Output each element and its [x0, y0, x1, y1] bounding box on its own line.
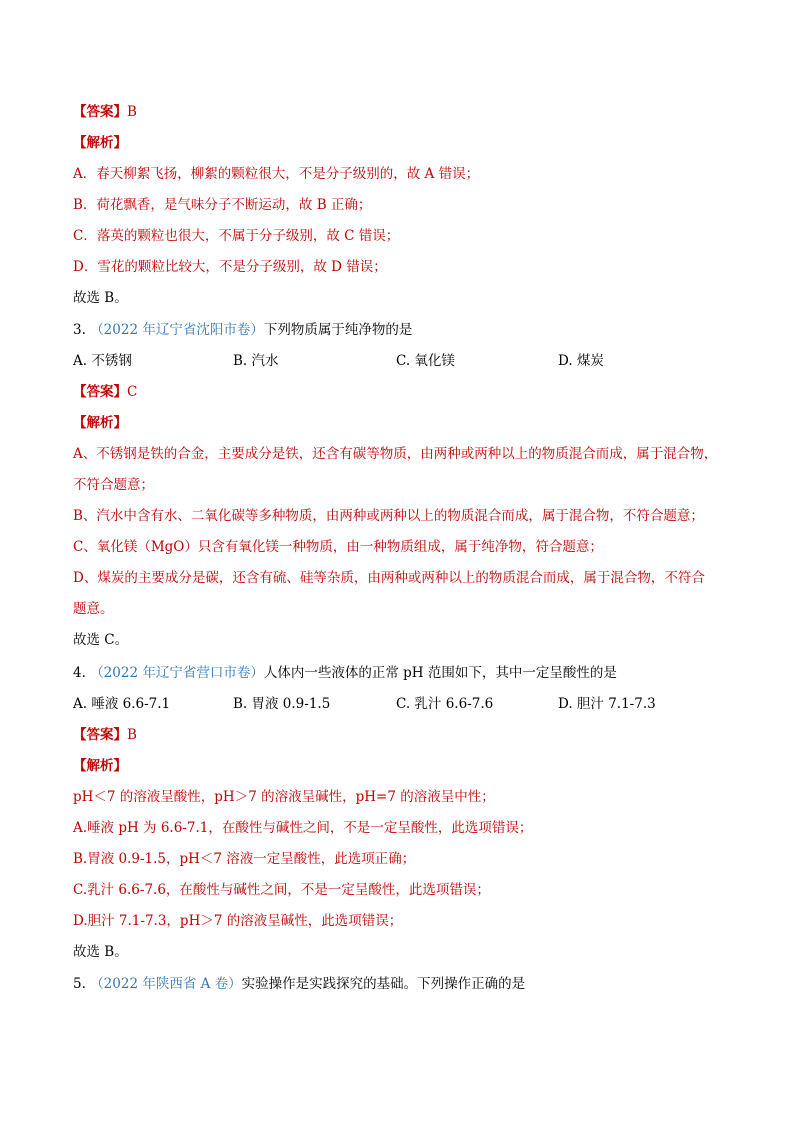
q2-conclusion: 故选 B。 — [73, 290, 128, 306]
q3-analysis-line: B、汽水中含有水、二氧化碳等多种物质，由两种或两种以上的物质混合而成，属于混合物，不符合题意； — [73, 508, 704, 524]
answer-label: 【答案】 — [73, 104, 127, 120]
q3-answer: 【答案】C — [73, 384, 138, 400]
q3-analysis-line: C、氧化镁（MgO）只含有氧化镁一种物质，由一种物质组成，属于纯净物，符合题意； — [73, 539, 603, 555]
q3-analysis-line: D、煤炭的主要成分是碳，还含有硫、硅等杂质，由两种或两种以上的物质混合而成，属于混合物，不符合 — [73, 570, 705, 586]
question-source: （2022 年陕西省 A 卷） — [90, 976, 242, 992]
question-text: 人体内一些液体的正常 pH 范围如下，其中一定呈酸性的是 — [263, 665, 617, 681]
question-source: （2022 年辽宁省营口市卷） — [90, 665, 264, 681]
answer-value: B — [127, 104, 137, 120]
q4-option-b: B. 胃液 0.9-1.5 — [233, 696, 331, 712]
q3-analysis-line: 不符合题意； — [73, 477, 154, 493]
question-text: 实验操作是实践探究的基础。下列操作正确的是 — [241, 976, 526, 992]
q3-analysis-line: 题意。 — [73, 601, 114, 617]
q4-analysis-line: C.乳汁 6.6-7.6，在酸性与碱性之间，不是一定呈酸性，此选项错误； — [73, 882, 490, 898]
q3-option-b: B. 汽水 — [233, 353, 279, 369]
question-number: 3. — [73, 322, 86, 338]
q2-analysis-line: C．落英的颗粒也很大，不属于分子级别，故 C 错误； — [73, 228, 400, 244]
q2-analysis-line: B．荷花飘香，是气味分子不断运动，故 B 正确； — [73, 197, 372, 213]
q4-option-a: A. 唾液 6.6-7.1 — [73, 696, 171, 712]
q5-stem — [73, 975, 525, 993]
question-text: 下列物质属于纯净物的是 — [263, 322, 413, 338]
q4-analysis-line: pH＜7 的溶液呈酸性，pH＞7 的溶液呈碱性，pH=7 的溶液呈中性； — [73, 789, 495, 805]
q2-analysis-line: D．雪花的颗粒比较大，不是分子级别，故 D 错误； — [73, 259, 387, 275]
q2-answer — [73, 103, 137, 121]
q3-option-c: C. 氧化镁 — [396, 353, 455, 369]
q4-analysis-line: D.胆汁 7.1-7.3，pH＞7 的溶液呈碱性，此选项错误； — [73, 913, 403, 929]
q4-option-c: C. 乳汁 6.6-7.6 — [396, 696, 494, 712]
q3-analysis-label: 【解析】 — [73, 415, 127, 431]
q3-option-d: D. 煤炭 — [558, 353, 604, 369]
q4-analysis-line: A.唾液 pH 为 6.6-7.1，在酸性与碱性之间，不是一定呈酸性，此选项错误； — [73, 820, 533, 836]
q4-analysis-line: B.胃液 0.9-1.5，pH＜7 溶液一定呈酸性，此选项正确； — [73, 851, 416, 867]
q4-answer: 【答案】B — [73, 727, 137, 743]
q3-option-a: A. 不锈钢 — [73, 353, 132, 369]
q2-analysis-line: A．春天柳絮飞扬，柳絮的颗粒很大，不是分子级别的，故 A 错误； — [73, 166, 480, 182]
q4-analysis-label: 【解析】 — [73, 758, 127, 774]
q2-analysis-label: 【解析】 — [73, 135, 127, 151]
q4-option-d: D. 胆汁 7.1-7.3 — [558, 696, 656, 712]
question-source: （2022 年辽宁省沈阳市卷） — [90, 322, 264, 338]
q3-conclusion: 故选 C。 — [73, 632, 129, 648]
q3-analysis-line: A、不锈钢是铁的合金，主要成分是铁，还含有碳等物质，由两种或两种以上的物质混合而成，属于混合物， — [73, 446, 718, 462]
question-number: 4. — [73, 665, 86, 681]
question-number: 5. — [73, 976, 86, 992]
q3-stem — [73, 321, 412, 339]
q4-stem — [73, 664, 617, 682]
q4-conclusion: 故选 B。 — [73, 944, 128, 960]
